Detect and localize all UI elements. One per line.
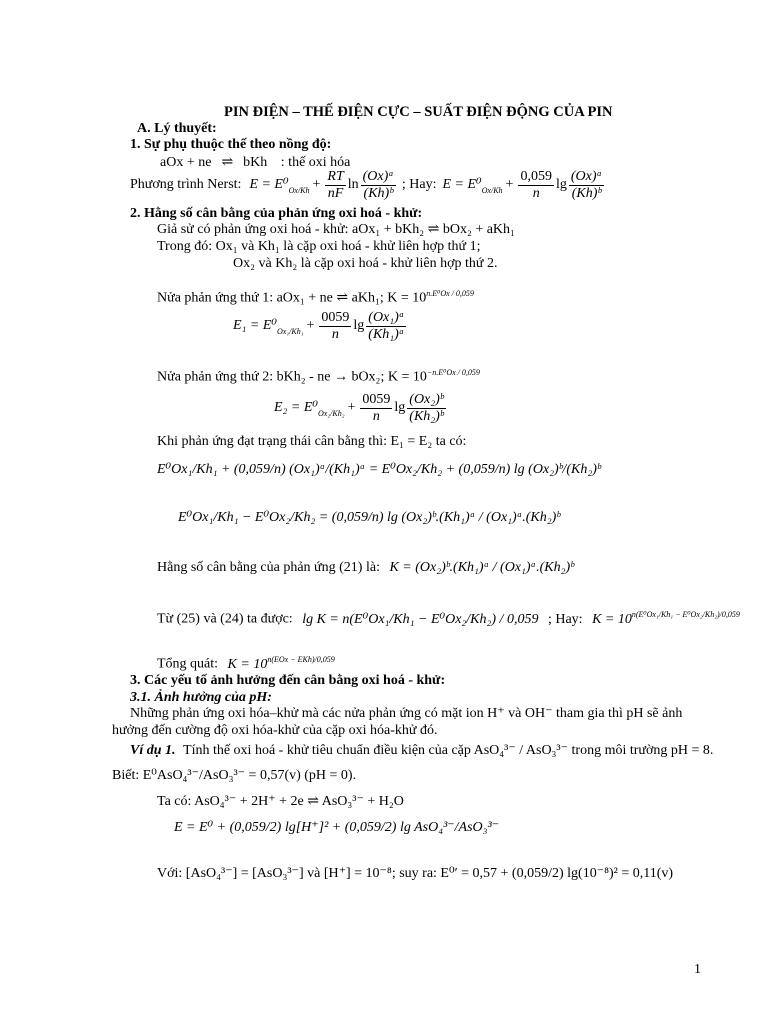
paragraph-trong-do: Trong đó: Ox₁ và Kh₁ là cặp oxi hoá - khử liên hợp thứ 1; — [157, 239, 481, 254]
reaction-1: aOx + ne ⇌ bKh : thế oxi hóa — [160, 155, 351, 170]
page-title: PIN ĐIỆN – THẾ ĐIỆN CỰC – SUẤT ĐIỆN ĐỘNG CỦA PIN — [224, 104, 613, 120]
equation-arsenate: E = E⁰ + (0,059/2) lg[H⁺]² + (0,059/2) lg AsO₄³⁻/AsO₃³⁻ — [174, 820, 500, 835]
section-1-heading: 1. Sự phụ thuộc thế theo nồng độ: — [130, 137, 332, 152]
half-reaction-1: Nửa phản ứng thứ 1: aOx₁ + ne ⇌ aKh₁; $K = 10^{n.E^0Ox / 0,059}$ — [157, 289, 474, 306]
page-number: 1 — [694, 962, 701, 977]
result-line: Với: [AsO₄³⁻] = [AsO₃³⁻] và [H⁺] = 10⁻⁸; suy ra: E⁰′ = 0,57 + (0,059/2) lg(10⁻⁸)² = 0,11(v) — [157, 866, 674, 881]
section-a-heading: A. Lý thuyết: — [137, 121, 217, 136]
section-3-1-heading: 3.1. Ảnh hưởng của pH: — [130, 690, 272, 705]
half-reaction-2: Nửa phản ứng thứ 2: bKh₂ - ne → bOx₂; $K = 10^{-n.E^0Ox / 0,059}$ — [157, 368, 480, 385]
equation-e1: E₁ = E⁰ Ox₁/Kh₁ + $\frac{0059}{n}$ lg $\frac{\text{(Ox₁)ᵃ}}{\text{(Kh₁)ᵃ}}$ — [233, 310, 405, 342]
equation-difference: E⁰Ox₁/Kh₁ − E⁰Ox₂/Kh₂ = (0,059/n) lg (Ox₂)ᵇ.(Kh₁)ᵃ / (Ox₁)ᵃ.(Kh₂)ᵇ — [178, 510, 561, 525]
example-1: Ví dụ 1. Tính thế oxi hoá - khử tiêu chuẩn điều kiện của cặp AsO₄³⁻ / AsO₃³⁻ trong môi trường pH = 8. — [130, 743, 714, 758]
reaction-arsenate: Ta có: AsO₄³⁻ + 2H⁺ + 2e ⇌ AsO₃³⁻ + H₂O — [157, 794, 404, 809]
given-data: Biết: E⁰AsO₄³⁻/AsO₃³⁻ = 0,57(v) (pH = 0). — [112, 768, 357, 783]
equation-e2: E₂ = E⁰ Ox₂/Kh₂ + $\frac{0059}{n}$ lg $\frac{\text{(Ox₂)ᵇ}}{\text{(Kh₂)ᵇ}}$ — [274, 392, 444, 424]
paragraph-ph-continued: hưởng đến cường độ oxi hóa-khử của cặp oxi hóa-khử đó. — [112, 723, 438, 738]
paragraph-equilibrium: Khi phản ứng đạt trạng thái cân bằng thì: E₁ = E₂ ta có: — [157, 434, 467, 449]
paragraph-ox2: Ox₂ và Kh₂ là cặp oxi hoá - khử liên hợp thứ 2. — [233, 256, 498, 271]
paragraph-gia-su: Giả sử có phản ứng oxi hoá - khử: aOx₁ + bKh₂ ⇌ bOx₂ + aKh₁ — [157, 222, 515, 237]
section-3-heading: 3. Các yếu tố ảnh hưởng đến cân bằng oxi hoá - khử: — [130, 673, 446, 688]
paragraph-general: Tổng quát: $K = 10^{n(EOx - EKh)/0,059}$ — [157, 655, 335, 672]
paragraph-lgk: Từ (25) và (24) ta được: lg K = n(E⁰Ox₁/Kh₁ − E⁰Ox₂/Kh₂) / 0,059 ; Hay: $K = 10^{n(E^0Ox_1/Kh_1 - E^0Ox_2/Kh_2)/0,059}$ — [157, 610, 740, 627]
nernst-equation: Phương trình Nerst: E = E⁰ Ox/Kh + $\frac{RT}{nF}$ ln $\frac{\text{(Ox)ᵃ}}{\text{(Kh)ᵇ}}$ ; Hay: E = E⁰ Ox/Kh + $\frac{0,059}{n}$ lg $\frac{\text{(Ox)ᵃ}}{\text{(Kh)ᵇ}}$ — [130, 169, 603, 201]
section-2-heading: 2. Hằng số cân bằng của phản ứng oxi hoá - khử: — [130, 206, 423, 221]
paragraph-equilibrium-constant: Hằng số cân bằng của phản ứng (21) là: K = (Ox₂)ᵇ.(Kh₁)ᵃ / (Ox₁)ᵃ.(Kh₂)ᵇ — [157, 560, 574, 575]
equation-balance: E⁰Ox₁/Kh₁ + (0,059/n) (Ox₁)ᵃ/(Kh₁)ᵃ = E⁰Ox₂/Kh₂ + (0,059/n) lg (Ox₂)ᵇ/(Kh₂)ᵇ — [157, 462, 601, 477]
paragraph-ph: Những phản ứng oxi hóa–khử mà các nửa phản ứng có mặt ion H⁺ và OH⁻ tham gia thì pH sẽ ảnh — [130, 706, 683, 721]
